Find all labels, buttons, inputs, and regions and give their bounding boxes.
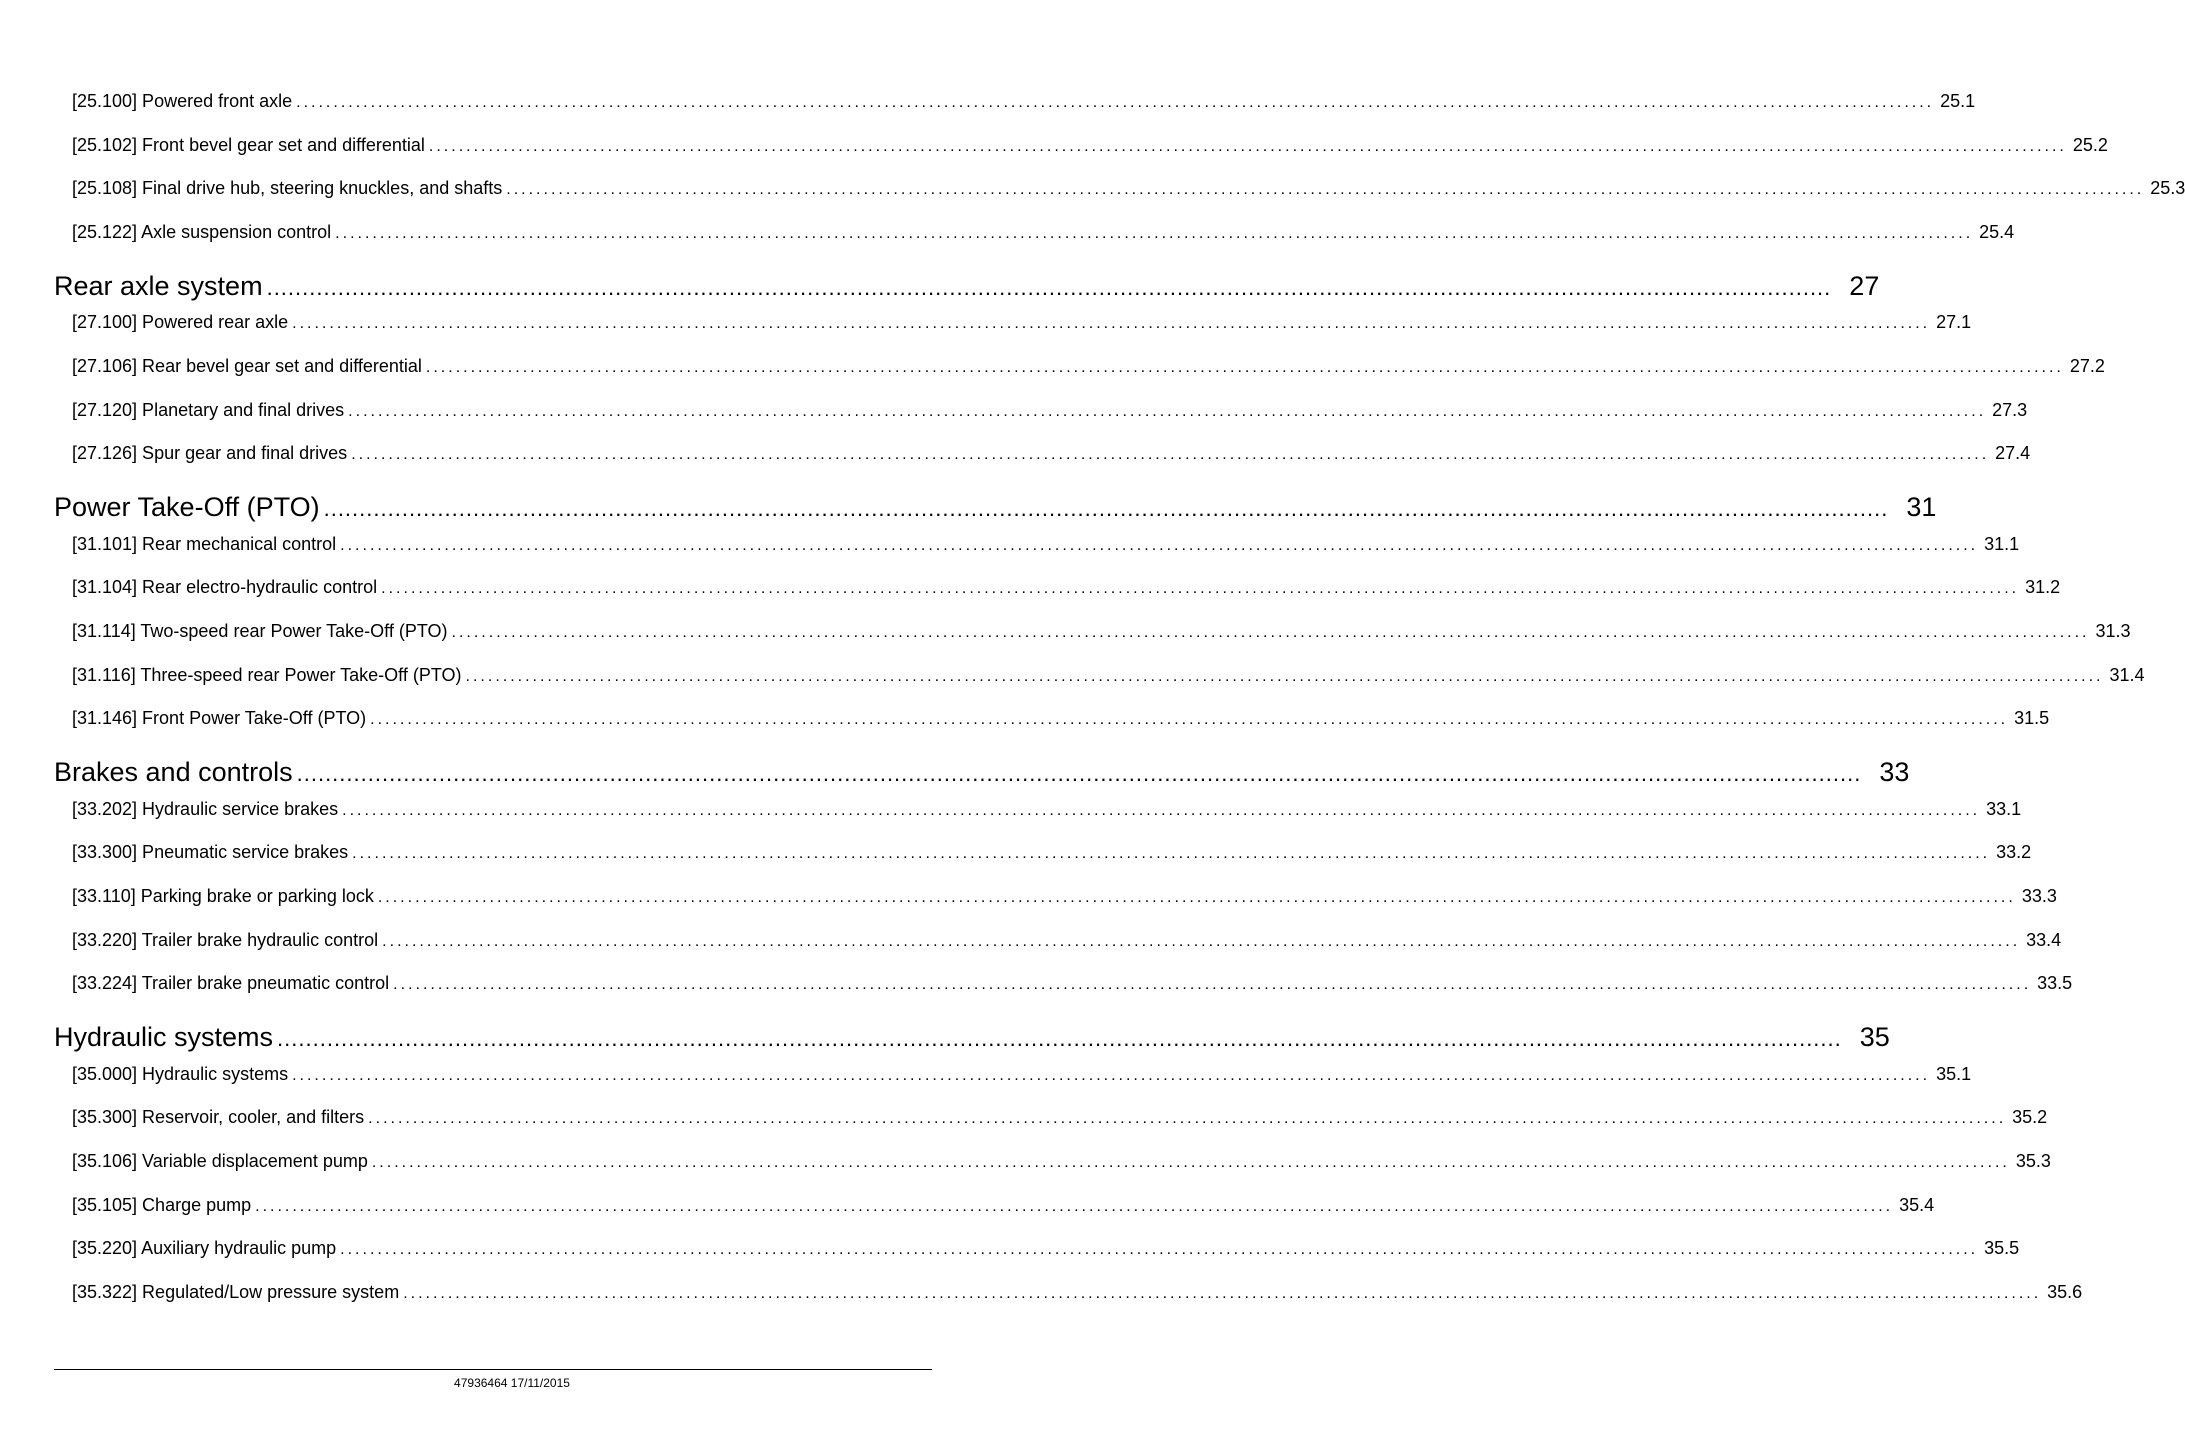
toc-section-entry[interactable] <box>72 1149 2051 1173</box>
toc-section-entry[interactable] <box>72 89 1976 113</box>
toc-leader-dots: ............................................................................................................................................................................................................................ <box>266 274 1832 300</box>
toc-section-title: [33.300] Pneumatic service brakes <box>72 842 349 863</box>
toc-section-entry[interactable] <box>72 706 2050 730</box>
toc-leader-dots: ............................................................................................................................................................................................................................ <box>393 976 2032 994</box>
toc-chapter-title: Rear axle system <box>54 270 263 301</box>
toc-section-entry[interactable] <box>72 1236 2020 1260</box>
toc-page-number: 33.4 <box>2026 929 2062 950</box>
toc-section-entry[interactable] <box>72 532 2020 556</box>
toc-chapter-entry[interactable] <box>54 490 1937 524</box>
toc-page-number: 31.3 <box>2095 621 2131 641</box>
toc-leader-dots: ............................................................................................................................................................................................................................ <box>342 801 1981 819</box>
toc-section-title: [35.106] Variable displacement pump <box>72 1151 368 1171</box>
toc-section-title: [33.202] Hydraulic service brakes <box>72 798 339 819</box>
toc-page-number: 35 <box>1859 1022 1890 1053</box>
toc-leader-dots: ............................................................................................................................................................................................................................ <box>277 1026 1842 1052</box>
toc-section-title: [35.300] Reservoir, cooler, and filters <box>72 1107 365 1128</box>
toc-section-title: [35.220] Auxiliary hydraulic pump <box>72 1238 337 1259</box>
toc-section-title: [25.100] Powered front axle <box>72 91 293 111</box>
toc-section-entry[interactable] <box>72 133 2108 157</box>
toc-leader-dots: ............................................................................................................................................................................................................................ <box>368 1110 2007 1128</box>
toc-section-entry[interactable] <box>72 1193 1935 1217</box>
toc-leader-dots: ............................................................................................................................................................................................................................ <box>348 402 1987 420</box>
toc-section-entry[interactable] <box>72 176 2185 200</box>
toc-section-title: [33.220] Trailer brake hydraulic control <box>72 929 379 950</box>
toc-chapter-entry[interactable] <box>54 269 1880 303</box>
toc-leader-dots: ............................................................................................................................................................................................................................ <box>425 359 2064 376</box>
toc-section-title: [31.116] Three-speed rear Power Take-Off (PTO) <box>72 664 462 685</box>
toc-page-number: 35.6 <box>2047 1282 2083 1303</box>
toc-leader-dots: ............................................................................................................................................................................................................................ <box>381 580 2020 598</box>
toc-section-entry[interactable] <box>72 1280 2083 1304</box>
toc-section-title: [25.102] Front bevel gear set and differential <box>72 134 425 155</box>
toc-chapter-title: Power Take-Off (PTO) <box>54 492 320 523</box>
toc-section-entry[interactable] <box>72 441 2031 465</box>
toc-section-entry[interactable] <box>72 663 2145 687</box>
toc-leader-dots: ............................................................................................................................................................................................................................ <box>506 181 2145 199</box>
toc-section-entry[interactable] <box>72 840 2032 864</box>
toc-section-title: [25.108] Final drive hub, steering knuckles, and shafts <box>72 178 503 199</box>
toc-section-title: [35.322] Regulated/Low pressure system <box>72 1282 400 1303</box>
toc-section-entry[interactable] <box>72 797 2022 821</box>
toc-section-title: [27.120] Planetary and final drives <box>72 399 345 420</box>
toc-section-entry[interactable] <box>72 1062 1972 1086</box>
toc-leader-dots: ............................................................................................................................................................................................................................ <box>428 137 2067 155</box>
toc-chapter-title: Brakes and controls <box>54 757 293 788</box>
toc-page-number: 25.3 <box>2150 178 2185 199</box>
toc-leader-dots: ............................................................................................................................................................................................................................ <box>255 1197 1894 1215</box>
toc-leader-dots: ............................................................................................................................................................................................................................ <box>377 889 2016 906</box>
toc-page-number: 25.4 <box>1979 222 2015 243</box>
toc-section-entry[interactable] <box>72 310 1972 334</box>
toc-leader-dots: ............................................................................................................................................................................................................................ <box>292 315 1931 333</box>
toc-section-title: [35.105] Charge pump <box>72 1194 252 1215</box>
toc-page-number: 31 <box>1906 492 1937 523</box>
toc-section-entry[interactable] <box>72 971 2073 995</box>
toc-leader-dots: ............................................................................................................................................................................................................................ <box>351 446 1990 464</box>
toc-page-number: 35.5 <box>1984 1238 2020 1259</box>
toc-leader-dots: ............................................................................................................................................................................................................................ <box>370 711 2009 729</box>
toc-page-number: 33.2 <box>1996 842 2032 863</box>
toc-leader-dots: ............................................................................................................................................................................................................................ <box>451 624 2090 641</box>
footer-document-id: 47936464 17/11/2015 <box>454 1376 570 1390</box>
toc-page-number: 27.2 <box>2069 356 2105 376</box>
toc-leader-dots: ............................................................................................................................................................................................................................ <box>296 94 1935 111</box>
toc-page-number: 33.3 <box>2021 886 2057 906</box>
toc-section-title: [27.100] Powered rear axle <box>72 312 289 333</box>
toc-section-title: [31.101] Rear mechanical control <box>72 533 337 554</box>
toc-section-entry[interactable] <box>72 619 2131 643</box>
toc-leader-dots: ............................................................................................................................................................................................................................ <box>403 1285 2042 1303</box>
toc-page-number: 31.1 <box>1984 533 2020 554</box>
toc-page-number: 31.5 <box>2014 708 2050 729</box>
toc-section-entry[interactable] <box>72 575 2061 599</box>
toc-chapter-title: Hydraulic systems <box>54 1022 274 1053</box>
toc-section-title: [35.000] Hydraulic systems <box>72 1063 289 1084</box>
toc-section-entry[interactable] <box>72 398 2028 422</box>
toc-chapter-entry[interactable] <box>54 755 1910 789</box>
toc-page-number: 31.2 <box>2025 577 2061 598</box>
toc-section-title: [27.126] Spur gear and final drives <box>72 443 348 464</box>
toc-section-title: [31.104] Rear electro-hydraulic control <box>72 577 378 598</box>
toc-section-entry[interactable] <box>72 1105 2048 1129</box>
toc-page-number: 27.3 <box>1992 399 2028 420</box>
toc-section-entry[interactable] <box>72 884 2057 908</box>
toc-page-number: 27.1 <box>1936 312 1972 333</box>
toc-leader-dots: ............................................................................................................................................................................................................................ <box>323 496 1889 522</box>
toc-page-number: 25.1 <box>1940 91 1976 111</box>
toc-section-title: [33.224] Trailer brake pneumatic control <box>72 973 390 994</box>
toc-leader-dots: ............................................................................................................................................................................................................................ <box>335 225 1974 243</box>
toc-section-entry[interactable] <box>72 220 2015 244</box>
toc-leader-dots: ............................................................................................................................................................................................................................ <box>340 536 1979 554</box>
toc-section-title: [27.106] Rear bevel gear set and differential <box>72 356 422 376</box>
toc-page-number: 27.4 <box>1995 443 2031 464</box>
toc-page-number: 33.1 <box>1986 798 2022 819</box>
toc-leader-dots: ............................................................................................................................................................................................................................ <box>340 1241 1979 1259</box>
toc-leader-dots: ............................................................................................................................................................................................................................ <box>352 845 1991 863</box>
toc-leader-dots: ............................................................................................................................................................................................................................ <box>382 932 2021 950</box>
toc-page-number: 33.5 <box>2037 973 2073 994</box>
toc-page-number: 27 <box>1849 270 1880 301</box>
toc-page-number: 35.1 <box>1936 1063 1972 1084</box>
toc-section-title: [31.146] Front Power Take-Off (PTO) <box>72 708 367 729</box>
toc-leader-dots: ............................................................................................................................................................................................................................ <box>296 761 1862 787</box>
toc-section-title: [33.110] Parking brake or parking lock <box>72 886 374 906</box>
toc-page-number: 31.4 <box>2109 664 2145 685</box>
toc-page-number: 33 <box>1879 757 1910 788</box>
toc-page-number: 35.3 <box>2015 1151 2051 1171</box>
toc-section-title: [31.114] Two-speed rear Power Take-Off (PTO) <box>72 621 448 641</box>
toc-leader-dots: ............................................................................................................................................................................................................................ <box>465 667 2104 685</box>
toc-chapter-entry[interactable] <box>54 1020 1890 1054</box>
toc-page-number: 25.2 <box>2072 134 2108 155</box>
toc-section-entry[interactable] <box>72 354 2105 378</box>
toc-leader-dots: ............................................................................................................................................................................................................................ <box>371 1154 2010 1171</box>
toc-page-number: 35.4 <box>1899 1194 1935 1215</box>
footer-divider <box>54 1369 932 1370</box>
toc-section-title: [25.122] Axle suspension control <box>72 222 332 243</box>
toc-leader-dots: ............................................................................................................................................................................................................................ <box>292 1066 1931 1084</box>
toc-section-entry[interactable] <box>72 928 2062 952</box>
toc-page-number: 35.2 <box>2012 1107 2048 1128</box>
